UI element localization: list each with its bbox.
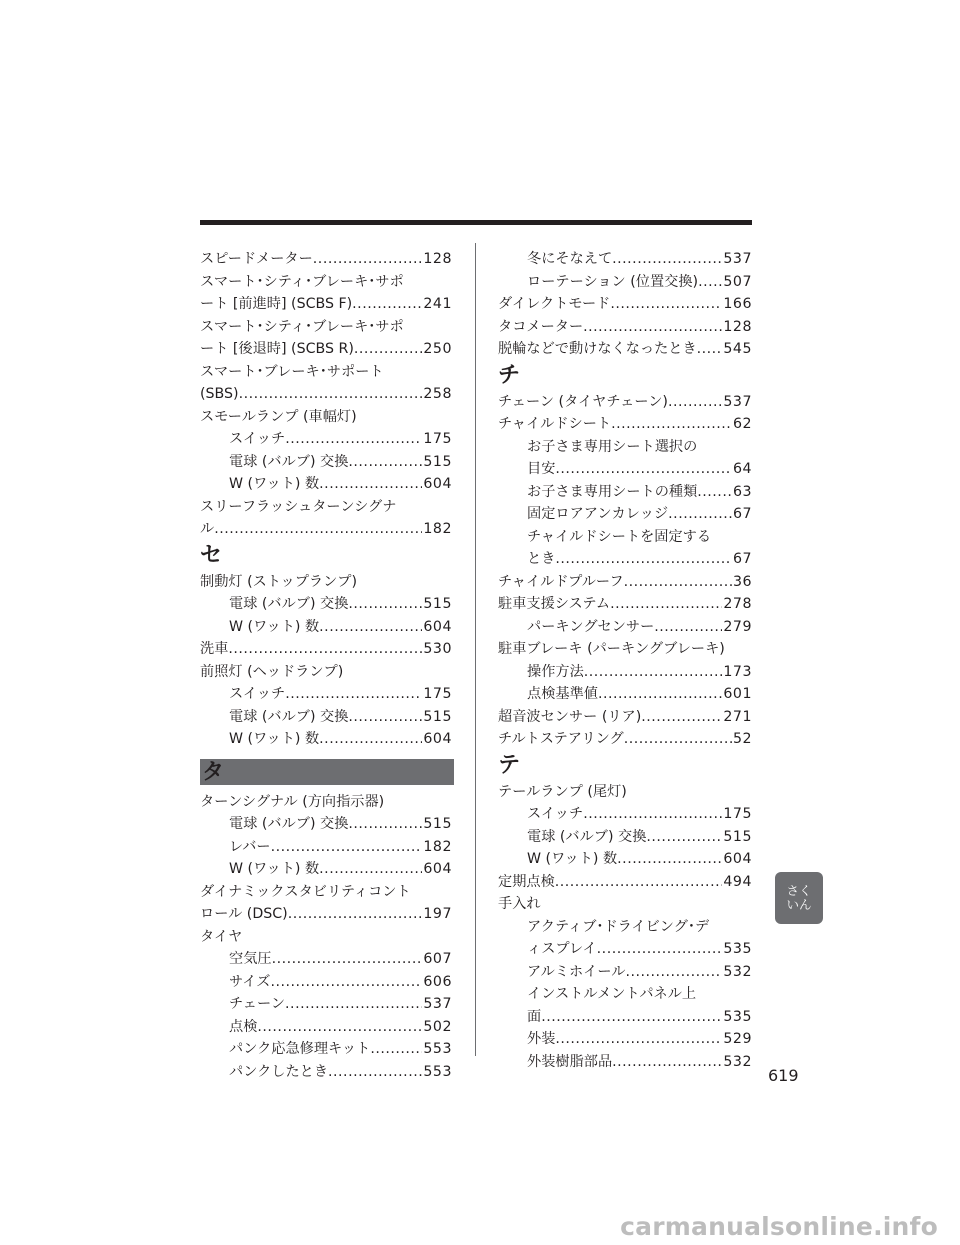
index-entry — [200, 406, 452, 429]
index-entry[interactable] — [200, 1016, 452, 1039]
leader-dots — [285, 683, 422, 706]
entry-text: レバー — [229, 838, 271, 855]
leader-dots — [697, 481, 732, 504]
index-group — [200, 791, 452, 1084]
entry-page: 271 — [723, 708, 752, 725]
index-entry[interactable] — [498, 413, 752, 436]
leader-dots — [668, 391, 722, 414]
leader-dots — [668, 503, 732, 526]
entry-text: 面 — [527, 1008, 542, 1025]
entry-text: (SBS) — [200, 386, 239, 402]
entry-text: スイッチ — [229, 431, 286, 447]
entry-page: 507 — [723, 273, 752, 290]
entry-page: 67 — [732, 506, 752, 522]
index-entry — [498, 781, 752, 804]
index-entry[interactable] — [498, 848, 752, 871]
index-column-left — [200, 248, 452, 1083]
entry-page: 529 — [723, 1031, 752, 1047]
entry-page: 535 — [723, 941, 752, 957]
entry-first-line: お子さま専用シート選択の — [527, 438, 698, 455]
leader-dots — [698, 271, 722, 294]
entry-page: 182 — [423, 521, 452, 537]
leader-dots — [257, 1016, 422, 1039]
leader-dots — [228, 638, 422, 661]
index-entry[interactable] — [498, 871, 752, 894]
entry-label: 手入れ — [498, 896, 541, 912]
leader-dots — [348, 451, 422, 474]
index-entry[interactable] — [498, 571, 752, 594]
entry-page: 128 — [723, 318, 752, 335]
entry-text: チェーン (タイヤチェーン) — [498, 393, 668, 410]
index-entry[interactable] — [498, 293, 752, 316]
entry-text: 電球 (バルブ) 交換 — [229, 453, 349, 470]
entry-text: ート [後退時] (SCBS R) — [200, 341, 354, 357]
leader-dots — [610, 593, 722, 616]
entry-page: 175 — [723, 806, 752, 822]
entry-text: W (ワット) 数 — [229, 476, 320, 492]
entry-text: 固定ロアアンカレッジ — [527, 506, 669, 522]
index-entry[interactable] — [498, 316, 752, 339]
leader-dots — [328, 1061, 422, 1084]
leader-dots — [555, 458, 732, 481]
index-group — [498, 391, 752, 751]
index-entry[interactable] — [200, 993, 452, 1016]
entry-text: 定期点検 — [498, 873, 555, 890]
entry-text: 電球 (バルブ) 交換 — [229, 596, 349, 612]
entry-first-line: インストルメントパネル上 — [527, 986, 697, 1002]
index-entry — [200, 661, 452, 684]
entry-page: 128 — [423, 251, 452, 267]
leader-dots — [646, 826, 722, 849]
leader-dots — [624, 571, 732, 594]
entry-text: 電球 (バルブ) 交換 — [229, 816, 349, 832]
entry-text: W (ワット) 数 — [229, 731, 320, 747]
index-entry — [200, 571, 452, 594]
index-entry — [498, 638, 752, 661]
index-entry[interactable] — [498, 271, 752, 294]
index-entry[interactable] — [200, 248, 452, 271]
leader-dots — [370, 1038, 422, 1061]
index-entry[interactable] — [200, 971, 452, 994]
entry-text: アルミホイール — [527, 963, 626, 980]
index-entry[interactable] — [200, 948, 452, 971]
entry-page: 173 — [723, 663, 752, 680]
index-entry[interactable] — [200, 813, 452, 836]
index-entry[interactable] — [498, 248, 752, 271]
entry-page: 553 — [423, 1041, 452, 1057]
index-entry[interactable] — [200, 836, 452, 859]
index-entry[interactable] — [498, 616, 752, 639]
index-group — [200, 248, 452, 541]
entry-page: 515 — [723, 828, 752, 845]
entry-page: 64 — [732, 461, 752, 477]
leader-dots — [610, 293, 722, 316]
index-entry[interactable] — [498, 526, 752, 571]
entry-text: パンクしたとき — [229, 1063, 329, 1080]
leader-dots — [584, 661, 723, 684]
watermark: carmanualsonline.info — [620, 1212, 938, 1241]
entry-page: 62 — [732, 416, 752, 432]
entry-page: 175 — [423, 431, 452, 447]
index-entry[interactable] — [498, 481, 752, 504]
entry-text: 超音波センサー (リア) — [498, 708, 642, 725]
leader-dots — [612, 1051, 722, 1074]
index-entry[interactable] — [200, 428, 452, 451]
entry-text: 電球 (バルブ) 交換 — [527, 828, 647, 845]
entry-text: チャイルドプルーフ — [498, 573, 624, 590]
entry-page: 197 — [423, 906, 452, 922]
entry-page: 532 — [723, 963, 752, 980]
index-entry[interactable] — [200, 496, 452, 541]
entry-text: チェーン — [229, 996, 286, 1012]
entry-page: 537 — [723, 393, 752, 410]
entry-page: 67 — [732, 551, 752, 567]
entry-first-line: スリーフラッシュターンシグナ — [200, 498, 397, 515]
leader-dots — [555, 548, 732, 571]
leader-dots — [319, 728, 422, 751]
leader-dots — [313, 248, 423, 271]
entry-page: 537 — [723, 251, 752, 267]
index-entry[interactable] — [498, 436, 752, 481]
entry-text: W (ワット) 数 — [229, 618, 320, 635]
index-entry — [200, 791, 452, 814]
leader-dots — [319, 858, 422, 881]
entry-text: お子さま専用シートの種類 — [527, 483, 698, 500]
leader-dots — [617, 848, 722, 871]
leader-dots — [319, 473, 422, 496]
entry-text: 洗車 — [200, 641, 229, 657]
section-heading-ta: タ — [200, 759, 454, 785]
entry-page: 258 — [423, 386, 452, 402]
index-entry[interactable] — [498, 593, 752, 616]
entry-page: 36 — [732, 573, 752, 590]
entry-text: チャイルドシート — [498, 416, 612, 432]
entry-page: 535 — [723, 1008, 752, 1025]
entry-text: サイズ — [229, 973, 271, 990]
entry-first-line: アクティブ･ドライビング･デ — [527, 918, 710, 935]
entry-text: タコメーター — [498, 318, 584, 335]
entry-first-line: スマート･ブレーキ･サポート — [200, 363, 384, 380]
index-entry[interactable] — [200, 593, 452, 616]
entry-text: 目安 — [527, 461, 556, 477]
entry-page: 279 — [723, 618, 752, 635]
entry-page: 175 — [423, 686, 452, 702]
entry-text: 電球 (バルブ) 交換 — [229, 708, 349, 725]
index-entry[interactable] — [200, 316, 452, 361]
entry-page: 601 — [723, 686, 752, 702]
entry-page: 545 — [723, 341, 752, 357]
section-heading-chi: チ — [498, 362, 521, 388]
leader-dots — [555, 1028, 722, 1051]
index-entry[interactable] — [498, 503, 752, 526]
entry-label: 駐車ブレーキ (パーキングブレーキ) — [498, 641, 725, 657]
index-entry[interactable] — [200, 271, 452, 316]
index-side-tab[interactable] — [775, 872, 823, 924]
leader-dots — [271, 836, 423, 859]
index-entry[interactable] — [200, 1061, 452, 1084]
index-entry[interactable] — [498, 338, 752, 361]
index-group — [498, 781, 752, 1074]
index-entry[interactable] — [200, 683, 452, 706]
entry-page: 530 — [423, 641, 452, 657]
index-entry[interactable] — [498, 706, 752, 729]
entry-page: 604 — [723, 851, 752, 867]
index-entry[interactable] — [200, 1038, 452, 1061]
leader-dots — [270, 971, 422, 994]
leader-dots — [541, 1006, 722, 1029]
entry-page: 553 — [423, 1063, 452, 1080]
entry-text: 冬にそなえて — [527, 251, 613, 267]
entry-label: テールランプ (尾灯) — [498, 783, 627, 800]
index-entry[interactable] — [200, 616, 452, 639]
entry-text: ィスプレイ — [527, 941, 597, 957]
index-entry[interactable] — [200, 638, 452, 661]
index-entry[interactable] — [498, 983, 752, 1028]
entry-page: 607 — [423, 951, 452, 967]
index-entry[interactable] — [200, 706, 452, 729]
entry-first-line: チャイルドシートを固定する — [527, 528, 712, 545]
index-entry[interactable] — [200, 858, 452, 881]
leader-dots — [272, 948, 423, 971]
entry-page: 241 — [423, 296, 452, 312]
index-entry[interactable] — [200, 451, 452, 474]
leader-dots — [348, 813, 422, 836]
index-entry[interactable] — [200, 361, 452, 406]
index-entry[interactable] — [498, 683, 752, 706]
entry-text: 操作方法 — [527, 663, 584, 680]
entry-page: 604 — [423, 476, 452, 492]
entry-text: パーキングセンサー — [527, 618, 655, 635]
index-entry[interactable] — [498, 1051, 752, 1074]
entry-text: 点検 — [229, 1018, 258, 1035]
entry-text: ート [前進時] (SCBS F) — [200, 296, 353, 312]
entry-page: 515 — [423, 816, 452, 832]
leader-dots — [611, 413, 732, 436]
entry-text: ダイレクトモード — [498, 296, 611, 312]
index-entry[interactable] — [498, 803, 752, 826]
entry-page: 182 — [423, 838, 452, 855]
entry-text: パンク応急修理キット — [229, 1041, 371, 1057]
leader-dots — [597, 938, 723, 961]
entry-page: 515 — [423, 708, 452, 725]
entry-text: W (ワット) 数 — [229, 861, 320, 877]
entry-text: 脱輪などで動けなくなったとき — [498, 341, 697, 357]
leader-dots — [319, 616, 422, 639]
index-entry[interactable] — [200, 881, 452, 926]
entry-label: 前照灯 (ヘッドランプ) — [200, 663, 344, 680]
entry-page: 494 — [723, 873, 752, 890]
entry-text: 外装 — [527, 1031, 556, 1047]
index-entry[interactable] — [200, 728, 452, 751]
entry-text: ロール (DSC) — [200, 906, 288, 922]
index-entry[interactable] — [498, 826, 752, 849]
entry-text: とき — [527, 551, 556, 567]
entry-text: 点検基準値 — [527, 686, 598, 702]
leader-dots — [352, 293, 422, 316]
entry-page: 532 — [723, 1053, 752, 1070]
entry-text: 外装樹脂部品 — [527, 1053, 613, 1070]
entry-page: 63 — [732, 483, 752, 500]
leader-dots — [348, 706, 422, 729]
entry-text: スイッチ — [527, 806, 584, 822]
entry-text: W (ワット) 数 — [527, 851, 618, 867]
leader-dots — [348, 593, 422, 616]
leader-dots — [555, 871, 723, 894]
entry-label: ターンシグナル (方向指示器) — [200, 793, 385, 810]
entry-text: チルトステアリング — [498, 731, 624, 747]
leader-dots — [598, 683, 722, 706]
entry-page: 604 — [423, 618, 452, 635]
leader-dots — [624, 728, 732, 751]
leader-dots — [625, 961, 722, 984]
index-column-right — [498, 248, 752, 1073]
index-entry[interactable] — [498, 1028, 752, 1051]
top-rule — [200, 220, 752, 225]
entry-text: スイッチ — [229, 686, 286, 702]
entry-text: ローテーション (位置交換) — [527, 273, 699, 290]
index-entry — [498, 893, 752, 916]
entry-page: 537 — [423, 996, 452, 1012]
index-group — [498, 248, 752, 361]
entry-page: 606 — [423, 973, 452, 990]
entry-page: 604 — [423, 731, 452, 747]
entry-page: 604 — [423, 861, 452, 877]
leader-dots — [654, 616, 722, 639]
entry-text: 空気圧 — [229, 951, 272, 967]
entry-page: 52 — [732, 731, 752, 747]
entry-first-line: ダイナミックスタビリティコント — [200, 883, 411, 900]
side-tab-line1: さく — [786, 883, 812, 898]
leader-dots — [641, 706, 722, 729]
leader-dots — [612, 248, 722, 271]
side-tab-line2: いん — [786, 897, 812, 912]
entry-text: スピードメーター — [200, 251, 313, 267]
entry-label: タイヤ — [200, 928, 243, 945]
section-heading-se: セ — [200, 542, 223, 568]
index-entry[interactable] — [498, 728, 752, 751]
section-heading-te: テ — [498, 752, 521, 778]
entry-page: 515 — [423, 453, 452, 470]
leader-dots — [697, 338, 723, 361]
entry-first-line: スマート･シティ･ブレーキ･サポ — [200, 318, 404, 335]
entry-label: 制動灯 (ストップランプ) — [200, 573, 358, 590]
leader-dots — [239, 383, 423, 406]
entry-text: ル — [200, 521, 215, 537]
leader-dots — [288, 903, 423, 926]
index-entry[interactable] — [498, 916, 752, 961]
index-entry — [200, 926, 452, 949]
leader-dots — [583, 803, 722, 826]
entry-first-line: スマート･シティ･ブレーキ･サポ — [200, 273, 404, 290]
leader-dots — [214, 518, 422, 541]
index-entry[interactable] — [200, 473, 452, 496]
entry-page: 250 — [423, 341, 452, 357]
entry-page: 502 — [423, 1018, 452, 1035]
entry-label: スモールランプ (車幅灯) — [200, 408, 357, 425]
leader-dots — [354, 338, 423, 361]
leader-dots — [285, 428, 422, 451]
entry-text: 駐車支援システム — [498, 596, 611, 612]
index-entry[interactable] — [498, 661, 752, 684]
entry-page: 278 — [723, 596, 752, 612]
index-entry[interactable] — [498, 391, 752, 414]
page-number: 619 — [768, 1066, 799, 1085]
leader-dots — [285, 993, 422, 1016]
index-entry[interactable] — [498, 961, 752, 984]
column-divider — [475, 243, 476, 1056]
entry-page: 166 — [723, 296, 752, 312]
index-group — [200, 571, 452, 751]
entry-page: 515 — [423, 596, 452, 612]
leader-dots — [583, 316, 722, 339]
